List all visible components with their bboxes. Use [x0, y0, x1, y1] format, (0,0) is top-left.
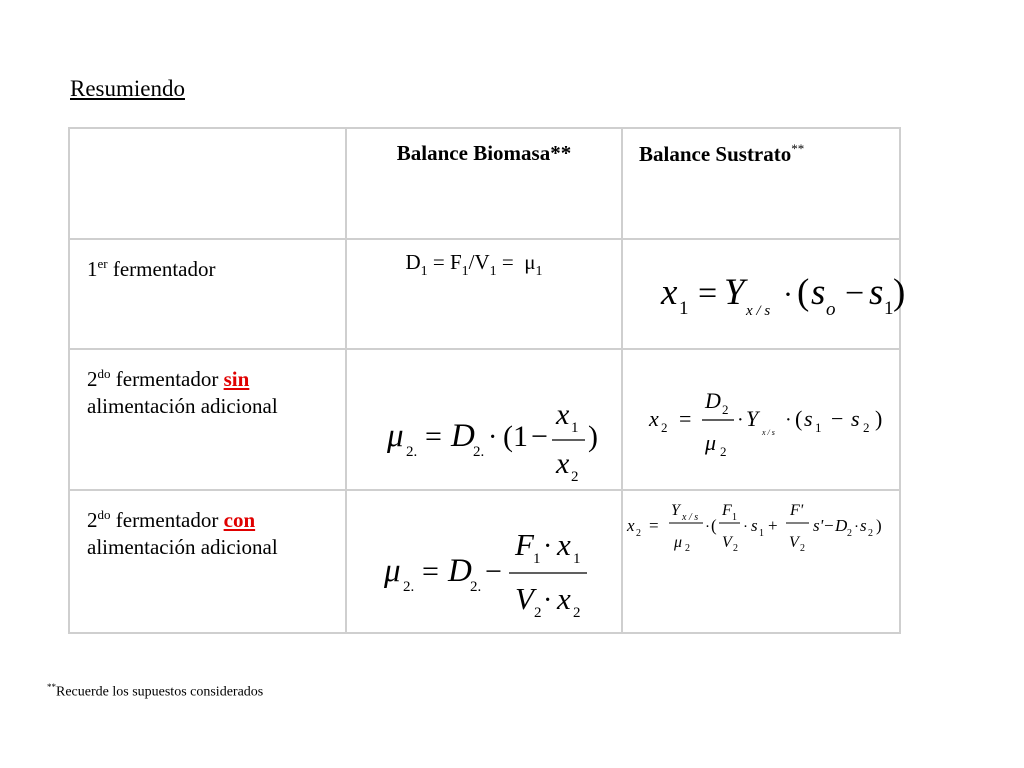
svg-text:·: ·: [737, 409, 744, 431]
svg-text:2: 2: [722, 402, 729, 417]
svg-text:2: 2: [685, 543, 690, 554]
svg-text:Y: Y: [671, 502, 680, 519]
svg-text:V: V: [789, 534, 799, 551]
svg-text:V: V: [515, 581, 534, 616]
svg-text:−: −: [831, 406, 844, 431]
svg-text:−: −: [824, 516, 834, 535]
svg-text:V: V: [722, 534, 732, 551]
svg-text:): ): [876, 516, 882, 535]
empty-header-cell: [69, 128, 346, 239]
svg-text:=: =: [422, 555, 439, 588]
svg-text:=: =: [425, 420, 442, 453]
svg-text:D: D: [835, 516, 848, 535]
table-row: [69, 349, 900, 490]
header-sustrato: Balance Sustrato**: [639, 141, 805, 166]
biomasa-equation: [347, 499, 623, 629]
svg-text:=: =: [679, 406, 692, 431]
svg-text:+: +: [768, 516, 778, 535]
svg-text:x: x: [557, 581, 571, 616]
svg-text:(1: (1: [503, 420, 528, 453]
svg-text:(: (: [711, 516, 717, 535]
svg-text:−: −: [485, 555, 502, 588]
svg-text:F: F: [722, 502, 732, 519]
svg-text:(: (: [797, 272, 810, 313]
table-row: [69, 490, 900, 633]
svg-text:1: 1: [759, 528, 764, 539]
svg-text:s: s: [804, 406, 813, 431]
svg-text:1: 1: [884, 298, 894, 319]
biomasa-equation: $D_1 = F_1/V_1 = \mu_1$: [405, 250, 543, 279]
svg-text:Y: Y: [746, 406, 759, 431]
svg-text:x: x: [661, 272, 678, 313]
row-label-cell: [69, 490, 346, 633]
svg-text:D: D: [451, 418, 475, 454]
svg-text:2.: 2.: [470, 579, 482, 595]
svg-text:x: x: [627, 516, 635, 535]
svg-text:o: o: [826, 299, 836, 320]
svg-text:(: (: [795, 406, 803, 431]
table-row: [69, 239, 900, 349]
svg-text:·: ·: [488, 422, 498, 453]
row-label: $2^{do}$ fermentador sin alimentación adicional: [87, 366, 278, 418]
svg-text:2.: 2.: [473, 444, 485, 460]
svg-text:2: 2: [636, 528, 641, 539]
svg-text:D: D: [448, 553, 472, 589]
svg-text:2: 2: [733, 543, 738, 554]
biomasa-equation-cell: [346, 239, 622, 349]
svg-text:s: s: [811, 272, 826, 313]
svg-text:1: 1: [732, 512, 737, 523]
svg-text:·: ·: [543, 585, 553, 616]
svg-text:2: 2: [661, 420, 668, 435]
sustrato-equation-cell: [622, 349, 900, 490]
row-label-cell: [69, 239, 346, 349]
svg-text:·: ·: [783, 278, 793, 311]
sustrato-equation: [623, 258, 906, 328]
row-label: $2^{do}$ fermentador con alimentación adicional: [87, 507, 278, 559]
svg-text:1: 1: [679, 298, 689, 319]
table-header-row: [69, 128, 900, 239]
svg-text:s': s': [813, 516, 824, 535]
svg-text:F: F: [515, 527, 534, 562]
svg-text:=: =: [649, 516, 659, 535]
header-cell-sustrato: [622, 128, 900, 239]
svg-text:·: ·: [705, 519, 710, 535]
svg-text:2: 2: [720, 444, 727, 459]
svg-text:x: x: [556, 447, 570, 480]
svg-text:F': F': [790, 502, 804, 519]
summary-table: [68, 127, 906, 634]
svg-text:−: −: [531, 420, 548, 453]
sustrato-equation-cell: [622, 239, 906, 349]
header-biomasa: Balance Biomasa**: [396, 141, 572, 165]
svg-text:2.: 2.: [406, 444, 418, 460]
svg-text:−: −: [845, 275, 865, 312]
row-label-cell: [69, 349, 346, 490]
svg-text:·: ·: [854, 519, 859, 535]
footnote: **Recuerde los supuestos considerados: [47, 682, 264, 700]
svg-text:x: x: [649, 406, 659, 431]
svg-text:1: 1: [571, 420, 579, 436]
svg-text:x / s: x / s: [746, 303, 771, 319]
svg-text:s: s: [869, 272, 884, 313]
svg-text:2.: 2.: [403, 579, 415, 595]
svg-text:x / s: x / s: [762, 428, 775, 437]
svg-text:x: x: [557, 527, 571, 562]
biomasa-equation: [347, 370, 623, 490]
biomasa-equation-cell: [346, 490, 622, 633]
svg-text:1: 1: [533, 551, 541, 567]
svg-text:2: 2: [868, 528, 873, 539]
biomasa-equation-cell: [346, 349, 622, 490]
svg-text:): ): [893, 272, 906, 313]
svg-text:μ: μ: [705, 430, 717, 455]
svg-text:s: s: [860, 516, 867, 535]
svg-text:·: ·: [743, 519, 748, 535]
svg-text:x / s: x / s: [682, 512, 699, 523]
svg-text:Y: Y: [724, 272, 745, 313]
svg-text:2: 2: [534, 605, 542, 621]
svg-text:x: x: [556, 398, 570, 431]
svg-text:s: s: [751, 516, 758, 535]
svg-text:2: 2: [847, 528, 852, 539]
svg-text:): ): [588, 420, 598, 453]
svg-text:1: 1: [815, 420, 822, 435]
page-title: Resumiendo: [70, 76, 185, 101]
sustrato-equation: [623, 370, 901, 490]
header-cell-biomasa: [346, 128, 622, 239]
svg-text:): ): [875, 406, 883, 431]
row-label: 1er fermentador: [87, 256, 216, 281]
svg-text:2: 2: [800, 543, 805, 554]
svg-text:1: 1: [573, 551, 581, 567]
svg-text:2: 2: [573, 605, 581, 621]
svg-text:s: s: [851, 406, 860, 431]
svg-text:D: D: [705, 388, 721, 413]
svg-text:μ: μ: [387, 418, 404, 454]
svg-text:=: =: [698, 275, 718, 312]
svg-text:·: ·: [543, 531, 553, 562]
sustrato-equation: [623, 495, 901, 575]
svg-text:2: 2: [863, 420, 870, 435]
sustrato-equation-cell: [622, 490, 900, 633]
svg-text:μ: μ: [384, 553, 401, 589]
svg-text:μ: μ: [674, 534, 683, 551]
svg-text:2: 2: [571, 469, 579, 485]
con-highlight: con: [223, 508, 256, 532]
sin-highlight: sin: [223, 367, 250, 391]
svg-text:·: ·: [785, 409, 792, 431]
